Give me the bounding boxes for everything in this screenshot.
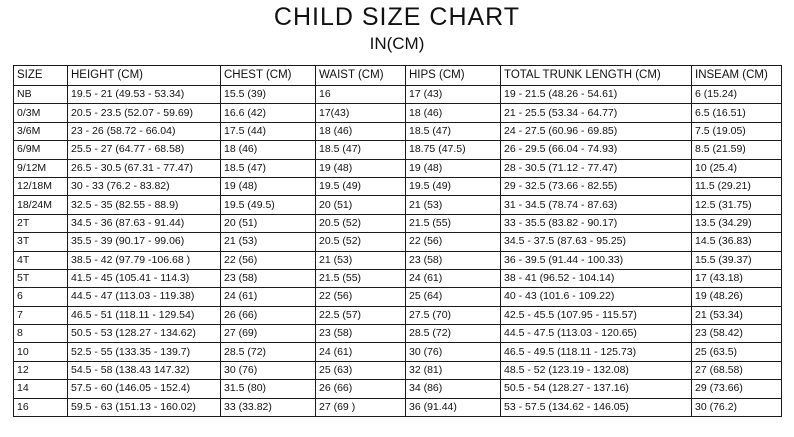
- table-row: [14, 398, 782, 416]
- cell-size: 3T: [14, 233, 68, 251]
- size-table: [13, 65, 782, 417]
- table-row: [14, 233, 782, 251]
- cell-height: 54.5 - 58 (138.43 147.32): [68, 361, 221, 379]
- table-row: [14, 122, 782, 140]
- cell-waist: 18 (46): [316, 122, 406, 140]
- cell-chest: 30 (76): [221, 361, 316, 379]
- cell-inseam: 30 (76.2): [692, 398, 782, 416]
- cell-chest: 22 (56): [221, 251, 316, 269]
- cell-size: 4T: [14, 251, 68, 269]
- cell-size: 6/9M: [14, 141, 68, 159]
- cell-trunk-length: 19 - 21.5 (48.26 - 54.61): [501, 86, 692, 104]
- cell-height: 25.5 - 27 (64.77 - 68.58): [68, 141, 221, 159]
- cell-hips: 30 (76): [406, 343, 501, 361]
- column-header-trunk-length: TOTAL TRUNK LENGTH (CM): [501, 66, 692, 86]
- cell-trunk-length: 40 - 43 (101.6 - 109.22): [501, 288, 692, 306]
- cell-height: 46.5 - 51 (118.11 - 129.54): [68, 306, 221, 324]
- cell-height: 30 - 33 (76.2 - 83.82): [68, 177, 221, 195]
- cell-trunk-length: 44.5 - 47.5 (113.03 - 120.65): [501, 325, 692, 343]
- cell-inseam: 23 (58.42): [692, 325, 782, 343]
- column-header-hips: HIPS (CM): [406, 66, 501, 86]
- cell-waist: 26 (66): [316, 380, 406, 398]
- cell-height: 57.5 - 60 (146.05 - 152.4): [68, 380, 221, 398]
- table-row: [14, 86, 782, 104]
- cell-hips: 21.5 (55): [406, 214, 501, 232]
- cell-trunk-length: 28 - 30.5 (71.12 - 77.47): [501, 159, 692, 177]
- table-row: [14, 159, 782, 177]
- cell-chest: 27 (69): [221, 325, 316, 343]
- cell-size: 14: [14, 380, 68, 398]
- cell-trunk-length: 42.5 - 45.5 (107.95 - 115.57): [501, 306, 692, 324]
- cell-height: 44.5 - 47 (113.03 - 119.38): [68, 288, 221, 306]
- cell-inseam: 8.5 (21.59): [692, 141, 782, 159]
- cell-waist: 17(43): [316, 104, 406, 122]
- cell-hips: 18.5 (47): [406, 122, 501, 140]
- table-row: [14, 141, 782, 159]
- cell-inseam: 27 (68.58): [692, 361, 782, 379]
- cell-inseam: 14.5 (36.83): [692, 233, 782, 251]
- cell-chest: 18 (46): [221, 141, 316, 159]
- cell-hips: 22 (56): [406, 233, 501, 251]
- cell-trunk-length: 24 - 27.5 (60.96 - 69.85): [501, 122, 692, 140]
- column-header-size: SIZE: [14, 66, 68, 86]
- cell-trunk-length: 29 - 32.5 (73.66 - 82.55): [501, 177, 692, 195]
- cell-waist: 25 (63): [316, 361, 406, 379]
- cell-inseam: 19 (48.26): [692, 288, 782, 306]
- cell-inseam: 29 (73.66): [692, 380, 782, 398]
- cell-inseam: 10 (25.4): [692, 159, 782, 177]
- cell-height: 23 - 26 (58.72 - 66.04): [68, 122, 221, 140]
- cell-height: 38.5 - 42 (97.79 -106.68 ): [68, 251, 221, 269]
- cell-chest: 19.5 (49.5): [221, 196, 316, 214]
- column-header-waist: WAIST (CM): [316, 66, 406, 86]
- cell-hips: 27.5 (70): [406, 306, 501, 324]
- cell-size: 9/12M: [14, 159, 68, 177]
- cell-chest: 20 (51): [221, 214, 316, 232]
- cell-hips: 18 (46): [406, 104, 501, 122]
- cell-hips: 36 (91.44): [406, 398, 501, 416]
- cell-trunk-length: 50.5 - 54 (128.27 - 137.16): [501, 380, 692, 398]
- chart-title: CHILD SIZE CHART: [273, 3, 521, 31]
- cell-hips: 19 (48): [406, 159, 501, 177]
- table-row: [14, 288, 782, 306]
- table-row: [14, 380, 782, 398]
- table-body: [14, 86, 782, 417]
- cell-inseam: 6.5 (16.51): [692, 104, 782, 122]
- cell-height: 52.5 - 55 (133.35 - 139.7): [68, 343, 221, 361]
- column-header-chest: CHEST (CM): [221, 66, 316, 86]
- cell-size: 16: [14, 398, 68, 416]
- cell-inseam: 11.5 (29.21): [692, 177, 782, 195]
- cell-chest: 31.5 (80): [221, 380, 316, 398]
- cell-inseam: 13.5 (34.29): [692, 214, 782, 232]
- cell-chest: 15.5 (39): [221, 86, 316, 104]
- cell-chest: 16.6 (42): [221, 104, 316, 122]
- cell-inseam: 17 (43.18): [692, 269, 782, 287]
- cell-inseam: 15.5 (39.37): [692, 251, 782, 269]
- table-row: [14, 361, 782, 379]
- cell-size: 3/6M: [14, 122, 68, 140]
- cell-inseam: 6 (15.24): [692, 86, 782, 104]
- table-row: [14, 343, 782, 361]
- cell-size: 12/18M: [14, 177, 68, 195]
- cell-waist: 16: [316, 86, 406, 104]
- cell-hips: 24 (61): [406, 269, 501, 287]
- cell-height: 41.5 - 45 (105.41 - 114.3): [68, 269, 221, 287]
- cell-waist: 24 (61): [316, 343, 406, 361]
- cell-hips: 17 (43): [406, 86, 501, 104]
- cell-trunk-length: 21 - 25.5 (53.34 - 64.77): [501, 104, 692, 122]
- cell-trunk-length: 48.5 - 52 (123.19 - 132.08): [501, 361, 692, 379]
- cell-size: 10: [14, 343, 68, 361]
- table-row: [14, 251, 782, 269]
- cell-height: 59.5 - 63 (151.13 - 160.02): [68, 398, 221, 416]
- table-row: [14, 269, 782, 287]
- cell-chest: 33 (33.82): [221, 398, 316, 416]
- cell-hips: 19.5 (49): [406, 177, 501, 195]
- cell-inseam: 7.5 (19.05): [692, 122, 782, 140]
- cell-height: 32.5 - 35 (82.55 - 88.9): [68, 196, 221, 214]
- cell-waist: 22.5 (57): [316, 306, 406, 324]
- cell-size: NB: [14, 86, 68, 104]
- table-row: [14, 177, 782, 195]
- cell-hips: 21 (53): [406, 196, 501, 214]
- cell-waist: 19 (48): [316, 159, 406, 177]
- cell-inseam: 12.5 (31.75): [692, 196, 782, 214]
- chart-subtitle: IN(CM): [369, 34, 425, 53]
- cell-height: 35.5 - 39 (90.17 - 99.06): [68, 233, 221, 251]
- cell-size: 18/24M: [14, 196, 68, 214]
- cell-trunk-length: 31 - 34.5 (78.74 - 87.63): [501, 196, 692, 214]
- table-row: [14, 214, 782, 232]
- cell-chest: 18.5 (47): [221, 159, 316, 177]
- cell-trunk-length: 26 - 29.5 (66.04 - 74.93): [501, 141, 692, 159]
- cell-waist: 19.5 (49): [316, 177, 406, 195]
- cell-size: 5T: [14, 269, 68, 287]
- cell-chest: 26 (66): [221, 306, 316, 324]
- cell-size: 2T: [14, 214, 68, 232]
- cell-chest: 24 (61): [221, 288, 316, 306]
- cell-waist: 23 (58): [316, 325, 406, 343]
- cell-hips: 34 (86): [406, 380, 501, 398]
- cell-inseam: 21 (53.34): [692, 306, 782, 324]
- cell-size: 7: [14, 306, 68, 324]
- cell-height: 34.5 - 36 (87.63 - 91.44): [68, 214, 221, 232]
- cell-height: 26.5 - 30.5 (67.31 - 77.47): [68, 159, 221, 177]
- cell-trunk-length: 46.5 - 49.5 (118.11 - 125.73): [501, 343, 692, 361]
- cell-trunk-length: 38 - 41 (96.52 - 104.14): [501, 269, 692, 287]
- cell-hips: 28.5 (72): [406, 325, 501, 343]
- cell-inseam: 25 (63.5): [692, 343, 782, 361]
- cell-height: 50.5 - 53 (128.27 - 134.62): [68, 325, 221, 343]
- cell-hips: 25 (64): [406, 288, 501, 306]
- table-row: [14, 196, 782, 214]
- cell-chest: 19 (48): [221, 177, 316, 195]
- cell-waist: 22 (56): [316, 288, 406, 306]
- cell-trunk-length: 53 - 57.5 (134.62 - 146.05): [501, 398, 692, 416]
- cell-chest: 17.5 (44): [221, 122, 316, 140]
- cell-trunk-length: 34.5 - 37.5 (87.63 - 95.25): [501, 233, 692, 251]
- table-row: [14, 306, 782, 324]
- cell-size: 12: [14, 361, 68, 379]
- column-header-inseam: INSEAM (CM): [692, 66, 782, 86]
- cell-waist: 21 (53): [316, 251, 406, 269]
- column-header-height: HEIGHT (CM): [68, 66, 221, 86]
- table-row: [14, 325, 782, 343]
- cell-waist: 20.5 (52): [316, 233, 406, 251]
- cell-size: 6: [14, 288, 68, 306]
- cell-trunk-length: 33 - 35.5 (83.82 - 90.17): [501, 214, 692, 232]
- cell-chest: 28.5 (72): [221, 343, 316, 361]
- cell-size: 8: [14, 325, 68, 343]
- cell-hips: 23 (58): [406, 251, 501, 269]
- cell-height: 20.5 - 23.5 (52.07 - 59.69): [68, 104, 221, 122]
- cell-waist: 27 (69 ): [316, 398, 406, 416]
- cell-hips: 18.75 (47.5): [406, 141, 501, 159]
- cell-waist: 20.5 (52): [316, 214, 406, 232]
- cell-waist: 20 (51): [316, 196, 406, 214]
- cell-trunk-length: 36 - 39.5 (91.44 - 100.33): [501, 251, 692, 269]
- table-row: [14, 104, 782, 122]
- cell-height: 19.5 - 21 (49.53 - 53.34): [68, 86, 221, 104]
- cell-size: 0/3M: [14, 104, 68, 122]
- cell-waist: 18.5 (47): [316, 141, 406, 159]
- cell-waist: 21.5 (55): [316, 269, 406, 287]
- cell-hips: 32 (81): [406, 361, 501, 379]
- table-header-row: [14, 66, 782, 86]
- cell-chest: 23 (58): [221, 269, 316, 287]
- cell-chest: 21 (53): [221, 233, 316, 251]
